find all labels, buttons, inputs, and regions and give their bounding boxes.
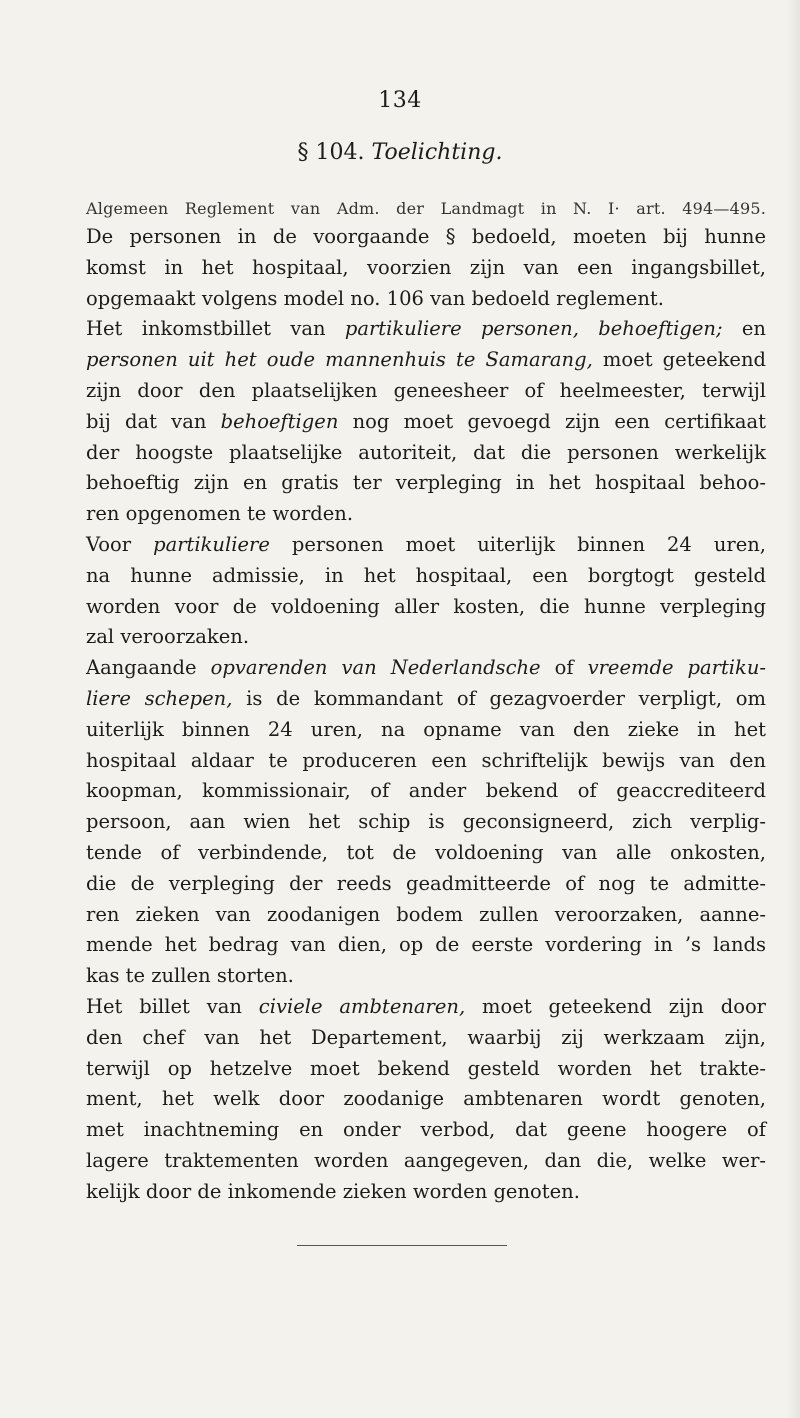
text-line	[86, 314, 766, 345]
text-line	[86, 653, 766, 684]
text-line	[86, 376, 766, 407]
section-heading	[0, 140, 800, 165]
text-line	[86, 900, 766, 931]
italic-phrase: behoeftigen	[220, 409, 339, 433]
text-run: zal veroorzaken.	[86, 625, 250, 649]
text-line	[86, 284, 766, 315]
text-run: bij dat van	[86, 409, 221, 433]
text-line	[86, 961, 766, 992]
text-run: ren zieken van zoodanigen bodem zullen veroorzaken, aanne-	[86, 902, 766, 926]
text-run: Het billet van	[86, 994, 259, 1018]
text-run: mende het bedrag van dien, op de eerste vordering in ’s lands	[86, 933, 766, 957]
text-run: persoon, aan wien het schip is geconsigneerd, zich verplig-	[86, 810, 766, 834]
text-run: kelijk door de inkomende zieken worden genoten.	[86, 1179, 580, 1203]
text-run: behoeftig zijn en gratis ter verpleging in het hospitaal behoo-	[86, 471, 766, 495]
text-run: nog moet gevoegd zijn een certifikaat	[338, 409, 766, 433]
text-line	[86, 530, 766, 561]
text-run: terwijl op hetzelve moet bekend gesteld worden het trakte-	[86, 1056, 766, 1080]
section-title: Toelichting.	[371, 140, 503, 165]
text-run: Algemeen Reglement van Adm. der Landmagt in N. I· art. 494—495.	[86, 199, 766, 218]
text-line	[86, 253, 766, 284]
text-run: worden voor de voldoening aller kosten, die hunne verpleging	[86, 594, 766, 618]
text-run: hospitaal aldaar te produceren een schriftelijk bewijs van den	[86, 748, 766, 772]
page-number: 134	[378, 88, 422, 113]
italic-phrase: personen uit het oude mannenhuis te Samarang,	[86, 348, 593, 372]
text-line	[86, 1115, 766, 1146]
text-run: lagere traktementen worden aangegeven, dan die, welke wer-	[86, 1148, 766, 1172]
text-line	[86, 345, 766, 376]
text-line	[86, 622, 766, 653]
text-line	[86, 807, 766, 838]
text-run: Het inkomstbillet van	[86, 317, 345, 341]
text-run: koopman, kommissionair, of ander bekend of geaccrediteerd	[86, 779, 766, 803]
text-line	[86, 776, 766, 807]
text-line	[86, 930, 766, 961]
text-run: ment, het welk door zoodanige ambtenaren wordt genoten,	[86, 1087, 766, 1111]
text-run: uiterlijk binnen 24 uren, na opname van den zieke in het	[86, 717, 766, 741]
text-run: komst in het hospitaal, voorzien zijn van een ingangsbillet,	[86, 255, 766, 279]
source-reference-line	[86, 195, 766, 222]
text-line	[86, 715, 766, 746]
italic-phrase: civiele ambtenaren,	[258, 994, 466, 1018]
italic-phrase: partikuliere personen, behoeftigen;	[344, 317, 723, 341]
text-line	[86, 499, 766, 530]
text-run: die de verpleging der reeds geadmitteerde of nog te admitte-	[86, 871, 766, 895]
end-rule	[297, 1245, 507, 1246]
body-text	[86, 195, 766, 1208]
text-line	[86, 684, 766, 715]
text-run: of	[540, 656, 588, 680]
text-line	[86, 468, 766, 499]
text-line	[86, 869, 766, 900]
text-line	[86, 438, 766, 469]
text-run: ren opgenomen te worden.	[86, 502, 354, 526]
text-run: na hunne admissie, in het hospitaal, een borgtogt gesteld	[86, 563, 766, 587]
text-line	[86, 1146, 766, 1177]
text-line	[86, 746, 766, 777]
text-run: moet geteekend zijn door	[465, 994, 767, 1018]
text-line	[86, 1023, 766, 1054]
text-line	[86, 838, 766, 869]
text-run: Aangaande	[86, 656, 211, 680]
text-line	[86, 992, 766, 1023]
section-number: § 104.	[297, 140, 365, 165]
text-line	[86, 1177, 766, 1208]
italic-phrase: partikuliere	[153, 532, 270, 556]
text-run: is de kommandant of gezagvoerder verpligt, om	[232, 686, 766, 710]
text-line	[86, 592, 766, 623]
text-run: en	[722, 317, 766, 341]
text-run: Voor	[86, 532, 154, 556]
text-line	[86, 1084, 766, 1115]
text-run: zijn door den plaatselijken geneesheer of heelmeester, terwijl	[86, 378, 766, 402]
text-run: opgemaakt volgens model no. 106 van bedoeld reglement.	[86, 286, 664, 310]
text-line	[86, 407, 766, 438]
italic-phrase: vreemde partiku-	[587, 656, 767, 680]
text-run: moet geteekend	[592, 348, 767, 372]
italic-phrase: liere schepen,	[86, 686, 233, 710]
text-line	[86, 222, 766, 253]
page-edge-shadow	[786, 0, 800, 1418]
text-run: tende of verbindende, tot de voldoening van alle onkosten,	[86, 840, 766, 864]
text-run: personen moet uiterlijk binnen 24 uren,	[269, 532, 766, 556]
italic-phrase: opvarenden van Nederlandsche	[210, 656, 541, 680]
text-run: De personen in de voorgaande § bedoeld, moeten bij hunne	[86, 225, 766, 248]
text-line	[86, 1054, 766, 1085]
text-run: den chef van het Departement, waarbij zij werkzaam zijn,	[86, 1025, 766, 1049]
text-run: kas te zullen storten.	[86, 964, 294, 988]
text-run: met inachtneming en onder verbod, dat geene hoogere of	[86, 1118, 766, 1142]
text-line	[86, 561, 766, 592]
text-run: der hoogste plaatselijke autoriteit, dat die personen werkelijk	[86, 440, 766, 464]
